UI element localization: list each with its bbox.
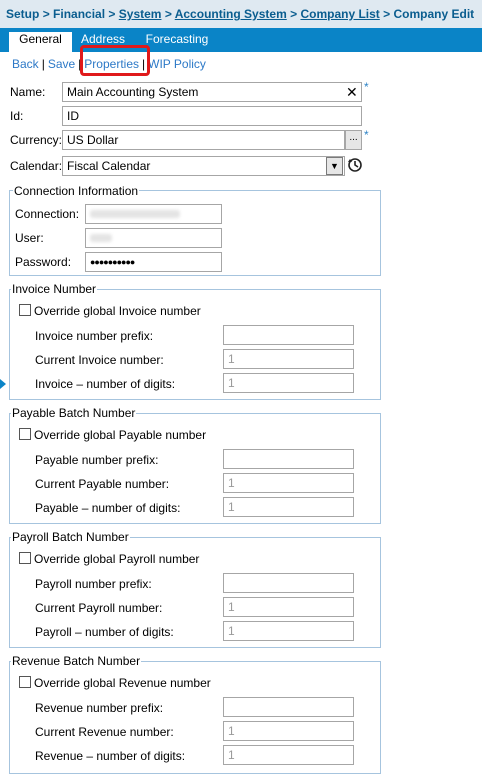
id-label: Id: [10,109,24,123]
payroll-prefix-field[interactable] [223,573,354,593]
breadcrumb-company-list[interactable]: Company List [300,7,380,21]
clear-icon[interactable]: ✕ [346,84,358,100]
properties-highlight-box [80,45,150,76]
breadcrumb-system[interactable]: System [118,7,162,21]
calendar-label: Calendar: [10,159,63,173]
action-separator: | [142,57,146,71]
revenue-override-checkbox[interactable] [19,676,31,688]
revenue-override-label: Override global Revenue number [34,676,211,690]
payroll-current-field[interactable]: 1 [223,597,354,617]
breadcrumb-separator: > [383,7,391,21]
revenue-digits-field[interactable]: 1 [223,745,354,765]
password-field[interactable]: ●●●●●●●●●● [85,252,222,272]
tab-forecasting[interactable]: Forecasting [145,32,209,46]
payable-digits-label: Payable – number of digits: [35,501,181,515]
breadcrumb [0,0,482,28]
payroll-override-label: Override global Payroll number [34,552,200,566]
revenue-number-legend: Revenue Batch Number [12,654,141,668]
currency-label: Currency: [10,133,63,147]
wip-policy-link[interactable]: WIP Policy [148,57,206,71]
invoice-prefix-field[interactable] [223,325,354,345]
invoice-override-label: Override global Invoice number [34,304,201,318]
left-edge-marker [0,379,6,389]
connection-field[interactable] [85,204,222,224]
back-link[interactable]: Back [12,57,39,71]
revenue-current-label: Current Revenue number: [35,725,174,739]
invoice-current-field[interactable]: 1 [223,349,354,369]
revenue-digits-label: Revenue – number of digits: [35,749,186,763]
payable-current-label: Current Payable number: [35,477,170,491]
user-label: User: [15,231,44,245]
action-separator: | [41,57,45,71]
payroll-number-legend: Payroll Batch Number [12,530,129,544]
action-separator: | [78,57,82,71]
payable-current-field[interactable]: 1 [223,473,354,493]
connection-info-legend: Connection Information [14,184,139,198]
tab-bar [0,28,482,52]
history-icon[interactable] [347,156,363,174]
revenue-prefix-field[interactable] [223,697,354,717]
payable-digits-field[interactable]: 1 [223,497,354,517]
payroll-digits-field[interactable]: 1 [223,621,354,641]
calendar-select[interactable]: Fiscal Calendar [62,156,345,176]
id-field[interactable]: ID [62,106,362,126]
invoice-digits-field[interactable]: 1 [223,373,354,393]
payroll-override-checkbox[interactable] [19,552,31,564]
payroll-digits-label: Payroll – number of digits: [35,625,174,639]
payable-override-checkbox[interactable] [19,428,31,440]
payable-override-label: Override global Payable number [34,428,207,442]
user-field[interactable] [85,228,222,248]
payable-number-legend: Payable Batch Number [12,406,136,420]
invoice-digits-label: Invoice – number of digits: [35,377,176,391]
name-field[interactable]: Main Accounting System [62,82,362,102]
payroll-current-label: Current Payroll number: [35,601,163,615]
revenue-current-field[interactable]: 1 [223,721,354,741]
breadcrumb-separator: > [290,7,298,21]
currency-field[interactable]: US Dollar [62,130,345,150]
invoice-override-checkbox[interactable] [19,304,31,316]
required-marker: * [364,80,369,94]
save-link[interactable]: Save [47,57,76,71]
invoice-number-legend: Invoice Number [12,282,97,296]
tab-address[interactable]: Address [80,32,126,46]
breadcrumb-separator: > [164,7,172,21]
payable-prefix-label: Payable number prefix: [35,453,159,467]
breadcrumb-financial[interactable]: Financial [53,7,106,21]
invoice-prefix-label: Invoice number prefix: [35,329,154,343]
revenue-prefix-label: Revenue number prefix: [35,701,164,715]
required-marker: * [364,128,369,142]
invoice-current-label: Current Invoice number: [35,353,164,367]
connection-label: Connection: [15,207,80,221]
breadcrumb-accounting-system[interactable]: Accounting System [174,7,287,21]
breadcrumb-separator: > [108,7,116,21]
payroll-prefix-label: Payroll number prefix: [35,577,152,591]
tab-general[interactable]: General [9,32,72,52]
name-label: Name: [10,85,46,99]
payable-prefix-field[interactable] [223,449,354,469]
currency-lookup-button[interactable]: ... [345,130,362,150]
breadcrumb-separator: > [42,7,50,21]
password-label: Password: [15,255,72,269]
breadcrumb-setup[interactable]: Setup [6,7,40,21]
properties-link[interactable]: Properties [84,57,139,71]
chevron-down-icon[interactable]: ▼ [326,157,343,175]
breadcrumb-current: Company Edit [393,7,475,21]
